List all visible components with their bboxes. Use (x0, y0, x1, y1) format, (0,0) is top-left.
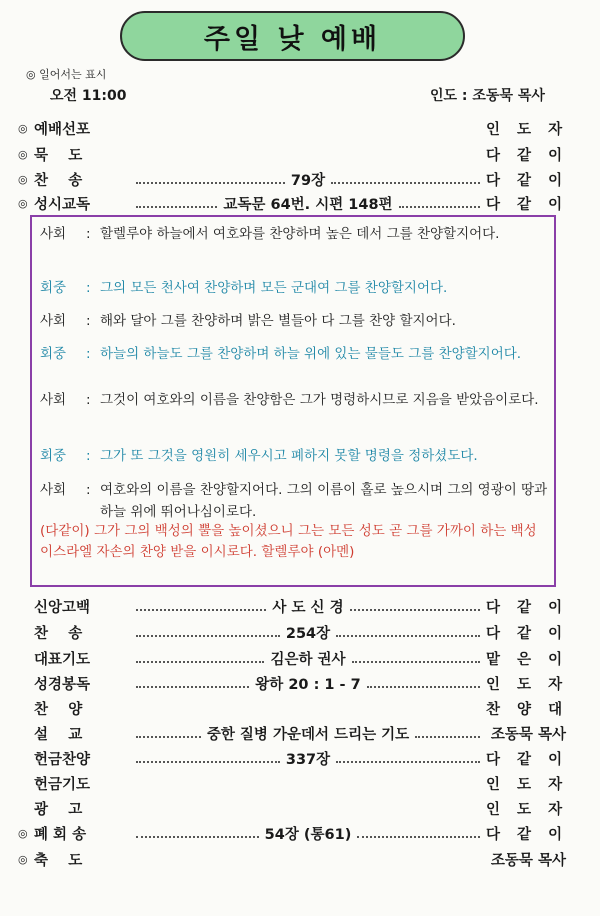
leader-dots (136, 635, 280, 637)
responsive-text: 그의 모든 천사여 찬양하며 모든 군대여 그를 찬양할지어다. (100, 280, 448, 296)
speaker-colon: : (86, 280, 91, 296)
order-responsible: 다 같 이 (486, 196, 569, 213)
page-title: 주일 낮 예배 (120, 11, 465, 61)
standing-mark-icon: ◎ (18, 121, 28, 135)
order-label: 예배선포 (34, 121, 91, 138)
order-label: 설 교 (34, 726, 83, 743)
leader-dots (350, 609, 480, 611)
order-content: 사 도 신 경 (272, 599, 344, 616)
responsive-text: 할렐루야 하늘에서 여호와를 찬양하며 높은 데서 그를 찬양할지어다. (100, 226, 500, 242)
order-row (18, 772, 569, 794)
speaker-colon: : (86, 226, 91, 242)
order-responsible: 다 같 이 (486, 147, 569, 164)
leader-dots (352, 661, 480, 663)
order-label: 성경봉독 (34, 676, 91, 693)
order-label: 찬 양 (34, 701, 83, 718)
speaker-label: 회중 (40, 346, 67, 362)
standing-note: ◎ 일어서는 표시 (26, 68, 107, 81)
speaker-label: 사회 (40, 226, 67, 242)
speaker-label: 회중 (40, 448, 67, 464)
speaker-label: 회중 (40, 280, 67, 296)
responsive-line (40, 479, 548, 523)
service-leader: 인도 : 조동묵 목사 (430, 88, 545, 104)
speaker-colon: : (86, 346, 91, 362)
order-label: 광 고 (34, 801, 83, 818)
standing-mark-icon: ◎ (18, 196, 28, 210)
responsive-line (40, 310, 548, 332)
leader-dots (336, 761, 480, 763)
standing-mark-icon: ◎ (18, 852, 28, 866)
responsive-line (40, 223, 548, 245)
order-row (18, 143, 569, 165)
order-label: 폐 회 송 (34, 826, 87, 843)
responsive-text: 여호와의 이름을 찬양할지어다. 그의 이름이 홀로 높으시며 그의 영광이 땅과 하늘 위에 뛰어나심이로다. (100, 482, 548, 520)
order-label: 찬 송 (34, 172, 83, 189)
speaker-colon: : (86, 448, 91, 464)
order-content: 337장 (285, 751, 331, 768)
order-row (18, 697, 569, 719)
order-row (18, 647, 569, 669)
order-responsible: 조동묵 목사 (490, 726, 566, 743)
order-content: 왕하 20 : 1 - 7 (255, 676, 361, 693)
standing-mark-icon: ◎ (18, 147, 28, 161)
order-label: 헌금찬양 (34, 751, 91, 768)
responsive-line (40, 445, 548, 467)
order-row (18, 192, 569, 214)
order-label: 축 도 (34, 852, 83, 869)
responsive-line (40, 389, 548, 411)
order-row (18, 621, 569, 643)
speaker-colon: : (86, 482, 91, 498)
responsive-text: 해와 달아 그를 찬양하며 밝은 별들아 다 그를 찬양 할지어다. (100, 313, 456, 329)
order-responsible: 찬 양 대 (486, 701, 569, 718)
order-row (18, 722, 566, 744)
leader-dots (136, 686, 249, 688)
order-responsible: 다 같 이 (486, 172, 569, 189)
order-row (18, 797, 569, 819)
order-responsible: 다 같 이 (486, 599, 569, 616)
order-row (18, 595, 569, 617)
responsive-final: (다같이) 그가 그의 백성의 뿔을 높이셨으니 그는 모든 성도 곧 그를 가까이 하는 백성 이스라엘 자손의 찬양 받을 이시로다. 할렐루야 (아멘) (40, 523, 537, 560)
responsive-text: 하늘의 하늘도 그를 찬양하며 하늘 위에 있는 물들도 그를 찬양할지어다. (100, 346, 522, 362)
leader-dots (399, 206, 480, 208)
leader-dots (357, 836, 480, 838)
speaker-colon: : (86, 313, 91, 329)
leader-dots (367, 686, 480, 688)
responsive-text: 그것이 여호와의 이름을 찬양함은 그가 명령하시므로 지음을 받았음이로다. (100, 392, 539, 408)
order-responsible: 인 도 자 (486, 121, 569, 138)
order-responsible: 다 같 이 (486, 625, 569, 642)
order-content: 54장 (통61) (264, 826, 352, 843)
order-label: 성시교독 (34, 196, 91, 213)
leader-dots (415, 736, 480, 738)
order-content: 79장 (290, 172, 326, 189)
order-label: 대표기도 (34, 651, 91, 668)
speaker-colon: : (86, 392, 91, 408)
order-row (18, 672, 569, 694)
order-label: 묵 도 (34, 147, 83, 164)
responsive-text: 그가 또 그것을 영원히 세우시고 폐하지 못할 명령을 정하셨도다. (100, 448, 478, 464)
leader-dots (136, 206, 217, 208)
order-content: 김은하 권사 (270, 651, 346, 668)
responsive-line (40, 343, 548, 365)
leader-dots (136, 661, 264, 663)
order-responsible: 다 같 이 (486, 826, 569, 843)
leader-dots (136, 182, 285, 184)
leader-dots (336, 635, 480, 637)
order-responsible: 인 도 자 (486, 676, 569, 693)
leader-dots (331, 182, 480, 184)
speaker-label: 사회 (40, 392, 67, 408)
order-content: 교독문 64번. 시편 148편 (223, 196, 393, 213)
leader-dots (136, 836, 259, 838)
leader-dots (136, 736, 201, 738)
order-label: 찬 송 (34, 625, 83, 642)
order-responsible: 다 같 이 (486, 751, 569, 768)
order-content: 254장 (285, 625, 331, 642)
order-row (18, 168, 569, 190)
responsive-reading-box (30, 215, 556, 587)
service-time: 오전 11:00 (50, 88, 127, 104)
order-content: 중한 질병 가운데서 드리는 기도 (206, 726, 410, 743)
order-responsible: 조동묵 목사 (490, 852, 566, 869)
speaker-label: 사회 (40, 313, 67, 329)
order-responsible: 맡 은 이 (486, 651, 569, 668)
order-responsible: 인 도 자 (486, 801, 569, 818)
responsive-line (40, 277, 548, 299)
order-responsible: 인 도 자 (486, 776, 569, 793)
order-label: 헌금기도 (34, 776, 91, 793)
leader-dots (136, 761, 280, 763)
standing-mark-icon: ◎ (18, 826, 28, 840)
order-row (18, 117, 569, 139)
order-label: 신앙고백 (34, 599, 91, 616)
order-row (18, 822, 569, 844)
leader-dots (136, 609, 266, 611)
order-row (18, 848, 566, 870)
standing-mark-icon: ◎ (18, 172, 28, 186)
order-row (18, 747, 569, 769)
speaker-label: 사회 (40, 482, 67, 498)
